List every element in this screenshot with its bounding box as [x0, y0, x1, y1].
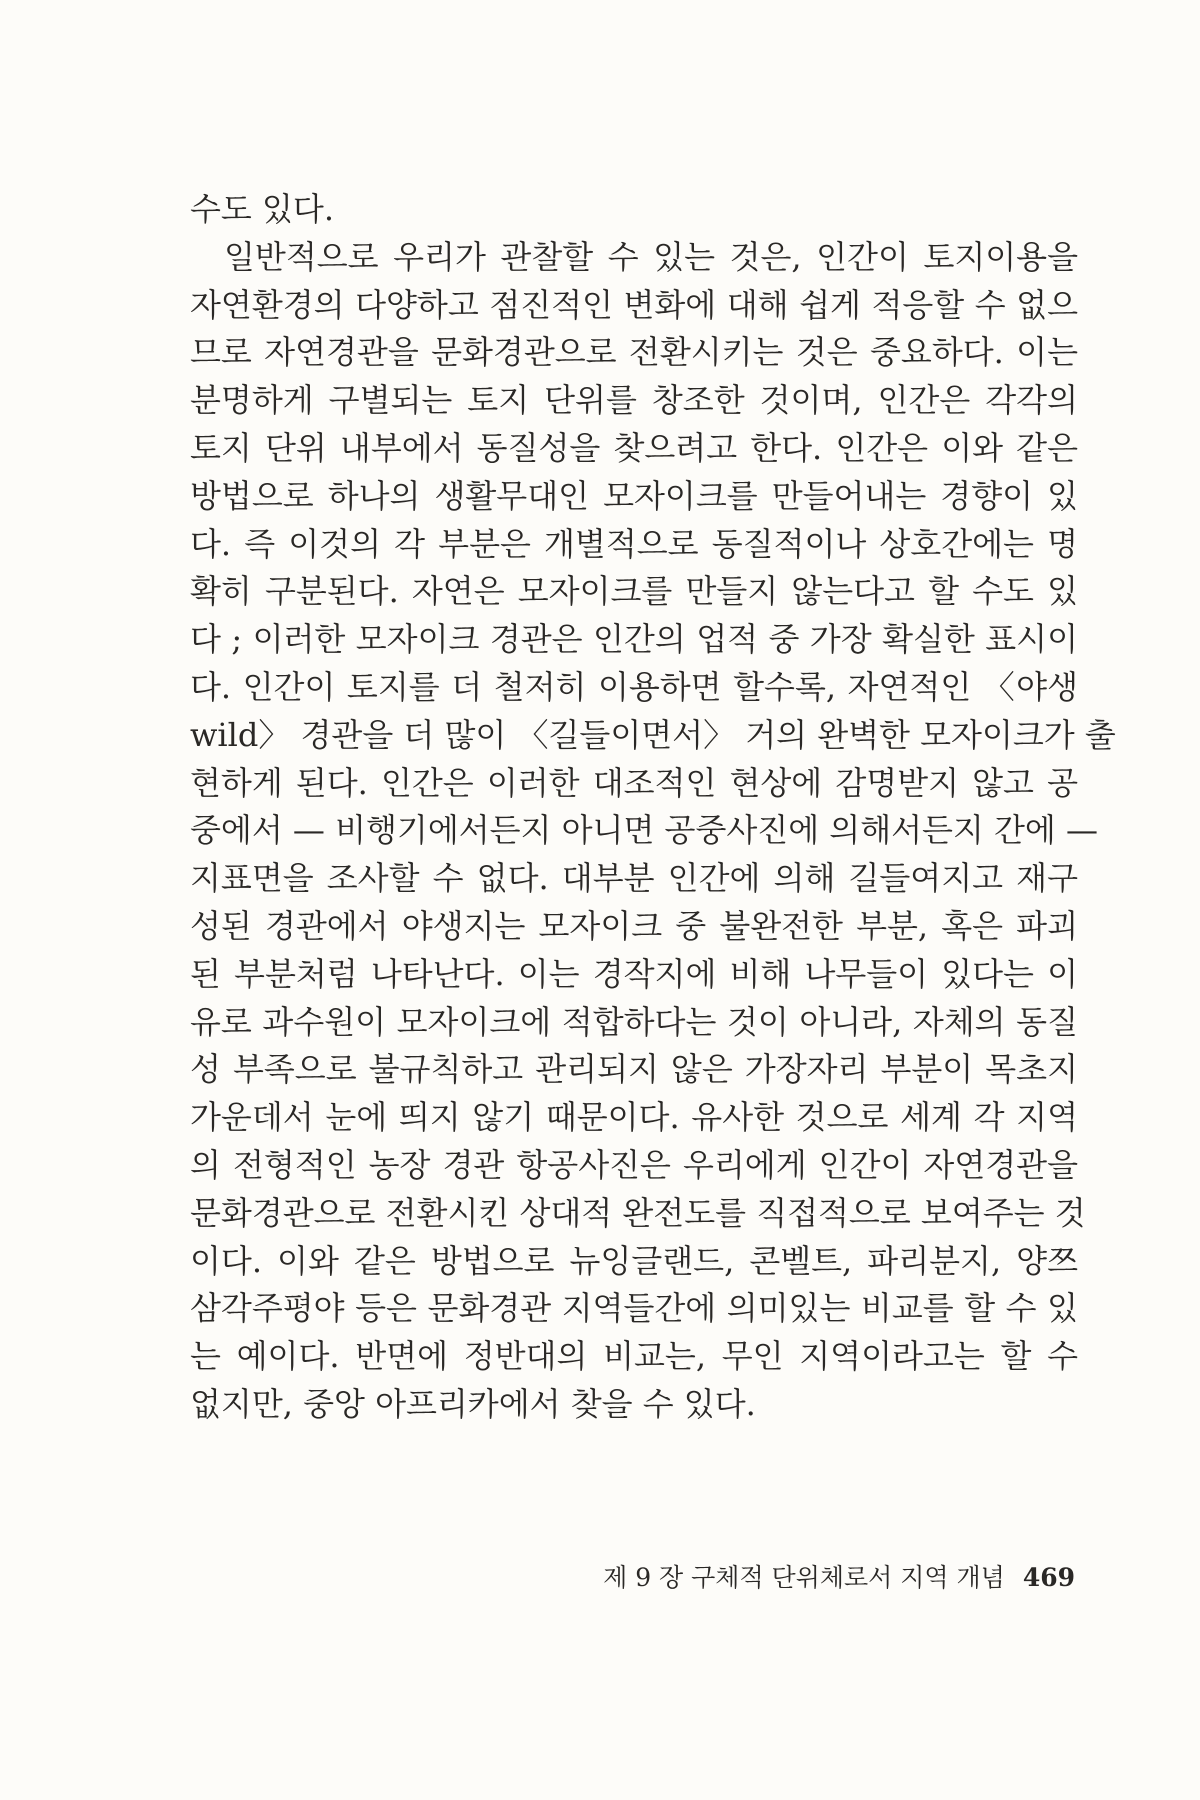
text-line: 방법으로 하나의 생활무대인 모자이크를 만들어내는 경향이 있 [190, 476, 1078, 515]
chapter-title: 제 9 장 구체적 단위체로서 지역 개념 [603, 1563, 1005, 1592]
text-line: 분명하게 구별되는 토지 단위를 창조한 것이며, 인간은 각각의 [190, 381, 1078, 420]
text-line: 중에서 — 비행기에서든지 아니면 공중사진에 의해서든지 간에 — [190, 811, 1099, 850]
text-line: 된 부분처럼 나타난다. 이는 경작지에 비해 나무들이 있다는 이 [190, 954, 1078, 993]
text-line: 므로 자연경관을 문화경관으로 전환시키는 것은 중요하다. 이는 [190, 333, 1078, 372]
text-line: 토지 단위 내부에서 동질성을 찾으려고 한다. 인간은 이와 같은 [190, 428, 1078, 467]
body-text [190, 186, 1116, 1429]
text-line: 다. 인간이 토지를 더 철저히 이용하면 할수록, 자연적인 〈야생 [190, 667, 1078, 706]
text-line: 현하게 된다. 인간은 이러한 대조적인 현상에 감명받지 않고 공 [190, 763, 1078, 802]
paragraph-last-line: 없지만, 중앙 아프리카에서 찾을 수 있다. [190, 1384, 756, 1423]
page-number: 469 [1022, 1563, 1075, 1592]
text-line: wild〉 경관을 더 많이 〈길들이면서〉 거의 완벽한 모자이크가 출 [190, 715, 1116, 754]
text-line: 다 ; 이러한 모자이크 경관은 인간의 업적 중 가장 확실한 표시이 [190, 620, 1078, 659]
paragraph-first-line: 일반적으로 우리가 관찰할 수 있는 것은, 인간이 토지이용을 [224, 237, 1078, 276]
text-line: 지표면을 조사할 수 없다. 대부분 인간에 의해 길들여지고 재구 [190, 859, 1078, 898]
running-footer [555, 1558, 1075, 1594]
text-line: 문화경관으로 전환시킨 상대적 완전도를 직접적으로 보여주는 것 [190, 1193, 1086, 1232]
text-line: 수도 있다. [190, 190, 334, 228]
text-line: 삼각주평야 등은 문화경관 지역들간에 의미있는 비교를 할 수 있 [190, 1289, 1078, 1328]
text-line: 다. 즉 이것의 각 부분은 개별적으로 동질적이나 상호간에는 명 [190, 524, 1078, 563]
text-line: 가운데서 눈에 띄지 않기 때문이다. 유사한 것으로 세계 각 지역 [190, 1098, 1078, 1137]
text-line: 성된 경관에서 야생지는 모자이크 중 불완전한 부분, 혹은 파괴 [190, 906, 1078, 945]
text-line: 자연환경의 다양하고 점진적인 변화에 대해 쉽게 적응할 수 없으 [190, 285, 1078, 324]
text-line: 성 부족으로 불규칙하고 관리되지 않은 가장자리 부분이 목초지 [190, 1050, 1078, 1089]
text-line: 확히 구분된다. 자연은 모자이크를 만들지 않는다고 할 수도 있 [190, 572, 1078, 611]
text-line: 이다. 이와 같은 방법으로 뉴잉글랜드, 콘벨트, 파리분지, 양쯔 [190, 1241, 1078, 1280]
text-line: 유로 과수원이 모자이크에 적합하다는 것이 아니라, 자체의 동질 [190, 1002, 1078, 1041]
text-line: 의 전형적인 농장 경관 항공사진은 우리에게 인간이 자연경관을 [190, 1145, 1078, 1184]
text-line: 는 예이다. 반면에 정반대의 비교는, 무인 지역이라고는 할 수 [190, 1337, 1078, 1376]
